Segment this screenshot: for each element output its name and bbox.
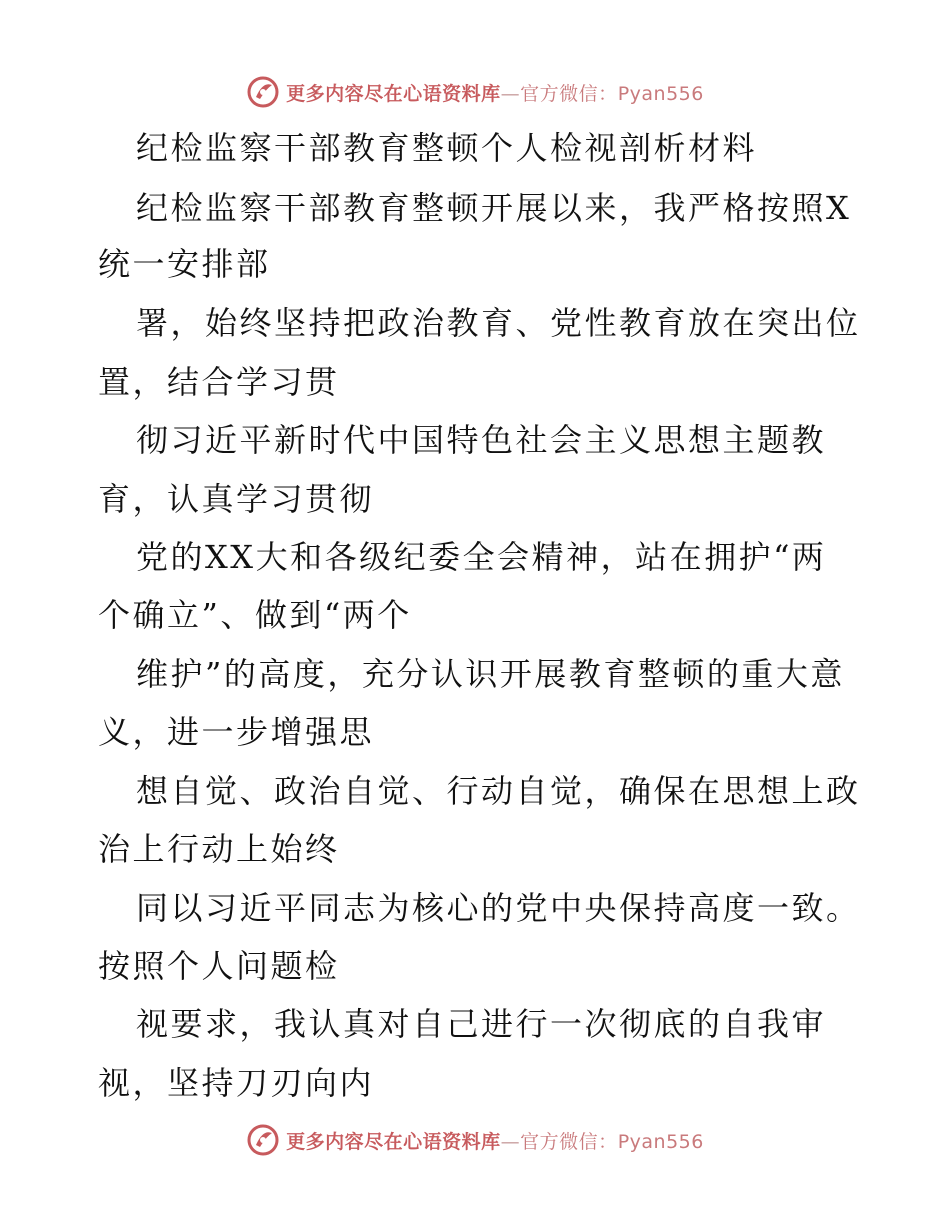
- document-line: 治上行动上始终: [98, 830, 340, 868]
- watermark-wechat-label: 官方微信：: [520, 1130, 618, 1153]
- header-watermark: [0, 72, 950, 112]
- watermark-wechat-id: Pyan556: [617, 82, 704, 105]
- footer-watermark: [0, 1120, 950, 1160]
- document-line: 个确立”、做到“两个: [98, 596, 412, 634]
- document-line: 同以习近平同志为核心的党中央保持高度一致。: [136, 889, 861, 927]
- document-title: 纪检监察干部教育整顿个人检视剖析材料: [136, 129, 758, 167]
- watermark-separator: —: [500, 1130, 521, 1153]
- document-line: 育，认真学习贯彻: [98, 480, 375, 518]
- pen-logo-icon: [246, 1123, 280, 1157]
- document-line: 按照个人问题检: [98, 947, 340, 985]
- document-line: 党的XX大和各级纪委全会精神，站在拥护“两: [136, 538, 827, 576]
- document-line: 署，始终坚持把政治教育、党性教育放在突出位: [136, 304, 861, 342]
- document-line: 彻习近平新时代中国特色社会主义思想主题教: [136, 421, 827, 459]
- watermark-separator: —: [500, 82, 521, 105]
- document-line: 纪检监察干部教育整顿开展以来，我严格按照X: [136, 189, 852, 227]
- document-line: 视要求，我认真对自己进行一次彻底的自我审: [136, 1005, 827, 1043]
- document-line: 视，坚持刀刃向内: [98, 1064, 375, 1102]
- watermark-brand: 更多内容尽在心语资料库: [286, 82, 501, 105]
- watermark-wechat-label: 官方微信：: [520, 82, 618, 105]
- document-line: 置，结合学习贯: [98, 363, 340, 401]
- watermark-wechat-id: Pyan556: [617, 1130, 704, 1153]
- pen-logo-icon: [246, 75, 280, 109]
- watermark-brand: 更多内容尽在心语资料库: [286, 1130, 501, 1153]
- document-line: 义，进一步增强思: [98, 713, 375, 751]
- document-line: 维护”的高度，充分认识开展教育整顿的重大意: [136, 655, 845, 693]
- document-line: 想自觉、政治自觉、行动自觉，确保在思想上政: [136, 772, 861, 810]
- document-line: 统一安排部: [98, 245, 271, 283]
